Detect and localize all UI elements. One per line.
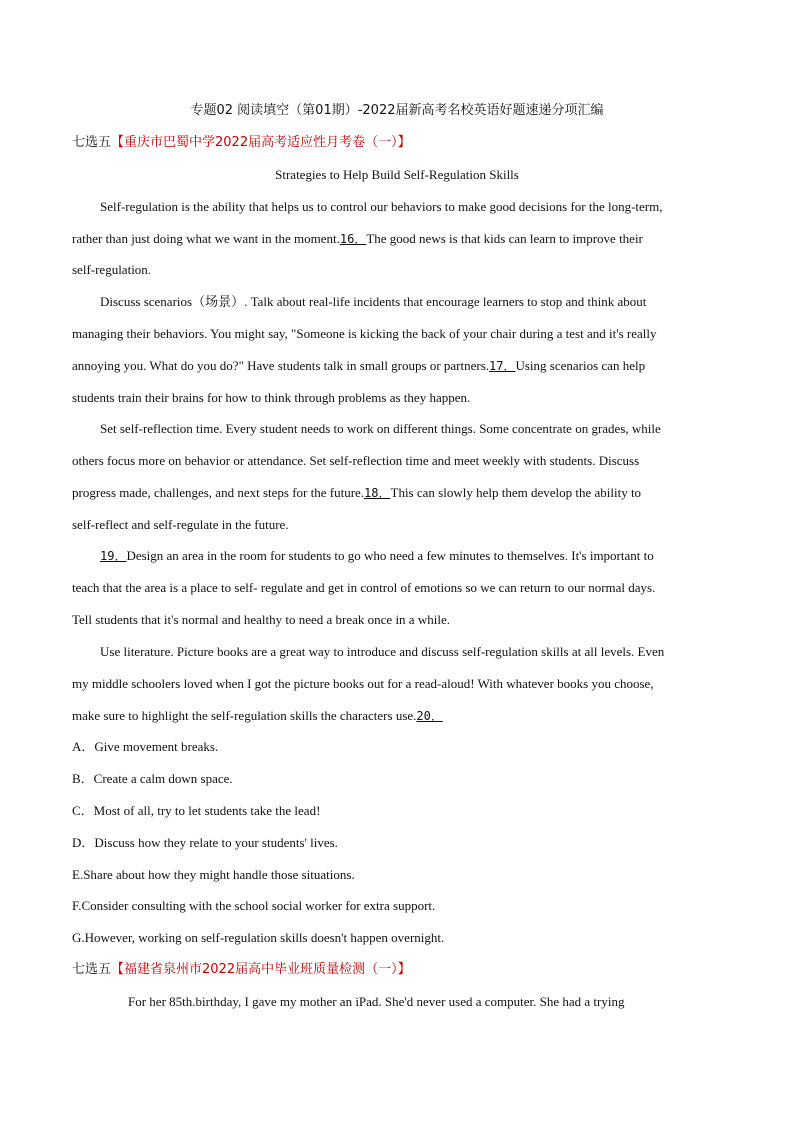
passage-title: Strategies to Help Build Self-Regulation Skills — [275, 167, 519, 182]
option-g: G.However, working on self-regulation skills doesn't happen overnight. — [72, 930, 445, 945]
paragraph-line: Set self-reflection time. Every student needs to work on different things. Some concentrate on grades, while — [100, 421, 661, 436]
option-d: D．Discuss how they relate to your students' lives. — [72, 835, 338, 850]
paragraph-line: teach that the area is a place to self- regulate and get in control of emotions so we can return to our normal days. — [72, 580, 656, 595]
option-f: F.Consider consulting with the school social worker for extra support. — [72, 898, 436, 913]
text-run: rather than just doing what we want in the moment. — [72, 231, 340, 246]
section-source: 【福建省泉州市2022届高中毕业班质量检测（一）】 — [111, 962, 411, 977]
blank-19: 19． — [100, 549, 127, 563]
paragraph-line: For her 85th.birthday, I gave my mother an iPad. She'd never used a computer. She had a trying — [128, 994, 625, 1009]
paragraph-line: Discuss scenarios（场景）. Talk about real-life incidents that encourage learners to stop and think about — [100, 294, 647, 309]
blank-17: 17． — [489, 359, 516, 373]
document-title: 专题02 阅读填空（第01期）-2022届新高考名校英语好题速递分项汇编 — [190, 103, 604, 118]
paragraph-line: Use literature. Picture books are a great way to introduce and discuss self-regulation skills at all levels. Even — [100, 644, 665, 659]
paragraph-line: Tell students that it's normal and healthy to need a break once in a while. — [72, 612, 450, 627]
section-heading-2 — [72, 962, 411, 978]
paragraph-line: Self-regulation is the ability that helps us to control our behaviors to make good decisions for the long-term, — [100, 199, 663, 214]
section-label: 七选五 — [72, 962, 112, 977]
text-run: The good news is that kids can learn to improve their — [366, 231, 643, 246]
paragraph-line: managing their behaviors. You might say, "Someone is kicking the back of your chair during a test and it's really — [72, 326, 657, 341]
paragraph-line: students train their brains for how to think through problems as they happen. — [72, 390, 471, 405]
blank-18: 18． — [364, 486, 391, 500]
text-run: make sure to highlight the self-regulation skills the characters use. — [72, 708, 417, 723]
paragraph-line: others focus more on behavior or attendance. Set self-reflection time and meet weekly with students. Discuss — [72, 453, 640, 468]
text-run: Using scenarios can help — [515, 358, 646, 373]
section-label: 七选五 — [72, 135, 112, 150]
text-run: annoying you. What do you do?" Have students talk in small groups or partners. — [72, 358, 490, 373]
section-heading-1 — [72, 135, 411, 151]
paragraph-line — [72, 231, 722, 247]
text-run: progress made, challenges, and next steps for the future. — [72, 485, 365, 500]
paragraph-line — [72, 485, 722, 501]
paragraph-line: my middle schoolers loved when I got the picture books out for a read-aloud! With whatever books you choose, — [72, 676, 654, 691]
paragraph-line — [100, 548, 750, 564]
option-b: B．Create a calm down space. — [72, 771, 233, 786]
paragraph-line: self-reflect and self-regulate in the future. — [72, 517, 289, 532]
paragraph-line — [72, 358, 722, 374]
option-a: A．Give movement breaks. — [72, 739, 219, 754]
option-c: C．Most of all, try to let students take the lead! — [72, 803, 321, 818]
section-source: 【重庆市巴蜀中学2022届高考适应性月考卷（一）】 — [111, 135, 411, 150]
blank-16: 16． — [339, 232, 367, 246]
text-run: This can slowly help them develop the ability to — [390, 485, 642, 500]
option-e: E.Share about how they might handle those situations. — [72, 867, 355, 882]
blank-20: 20． — [416, 709, 443, 723]
paragraph-line — [72, 708, 722, 724]
paragraph-line: self-regulation. — [72, 262, 152, 277]
text-run: Design an area in the room for students to go who need a few minutes to themselves. It's important to — [126, 548, 654, 563]
